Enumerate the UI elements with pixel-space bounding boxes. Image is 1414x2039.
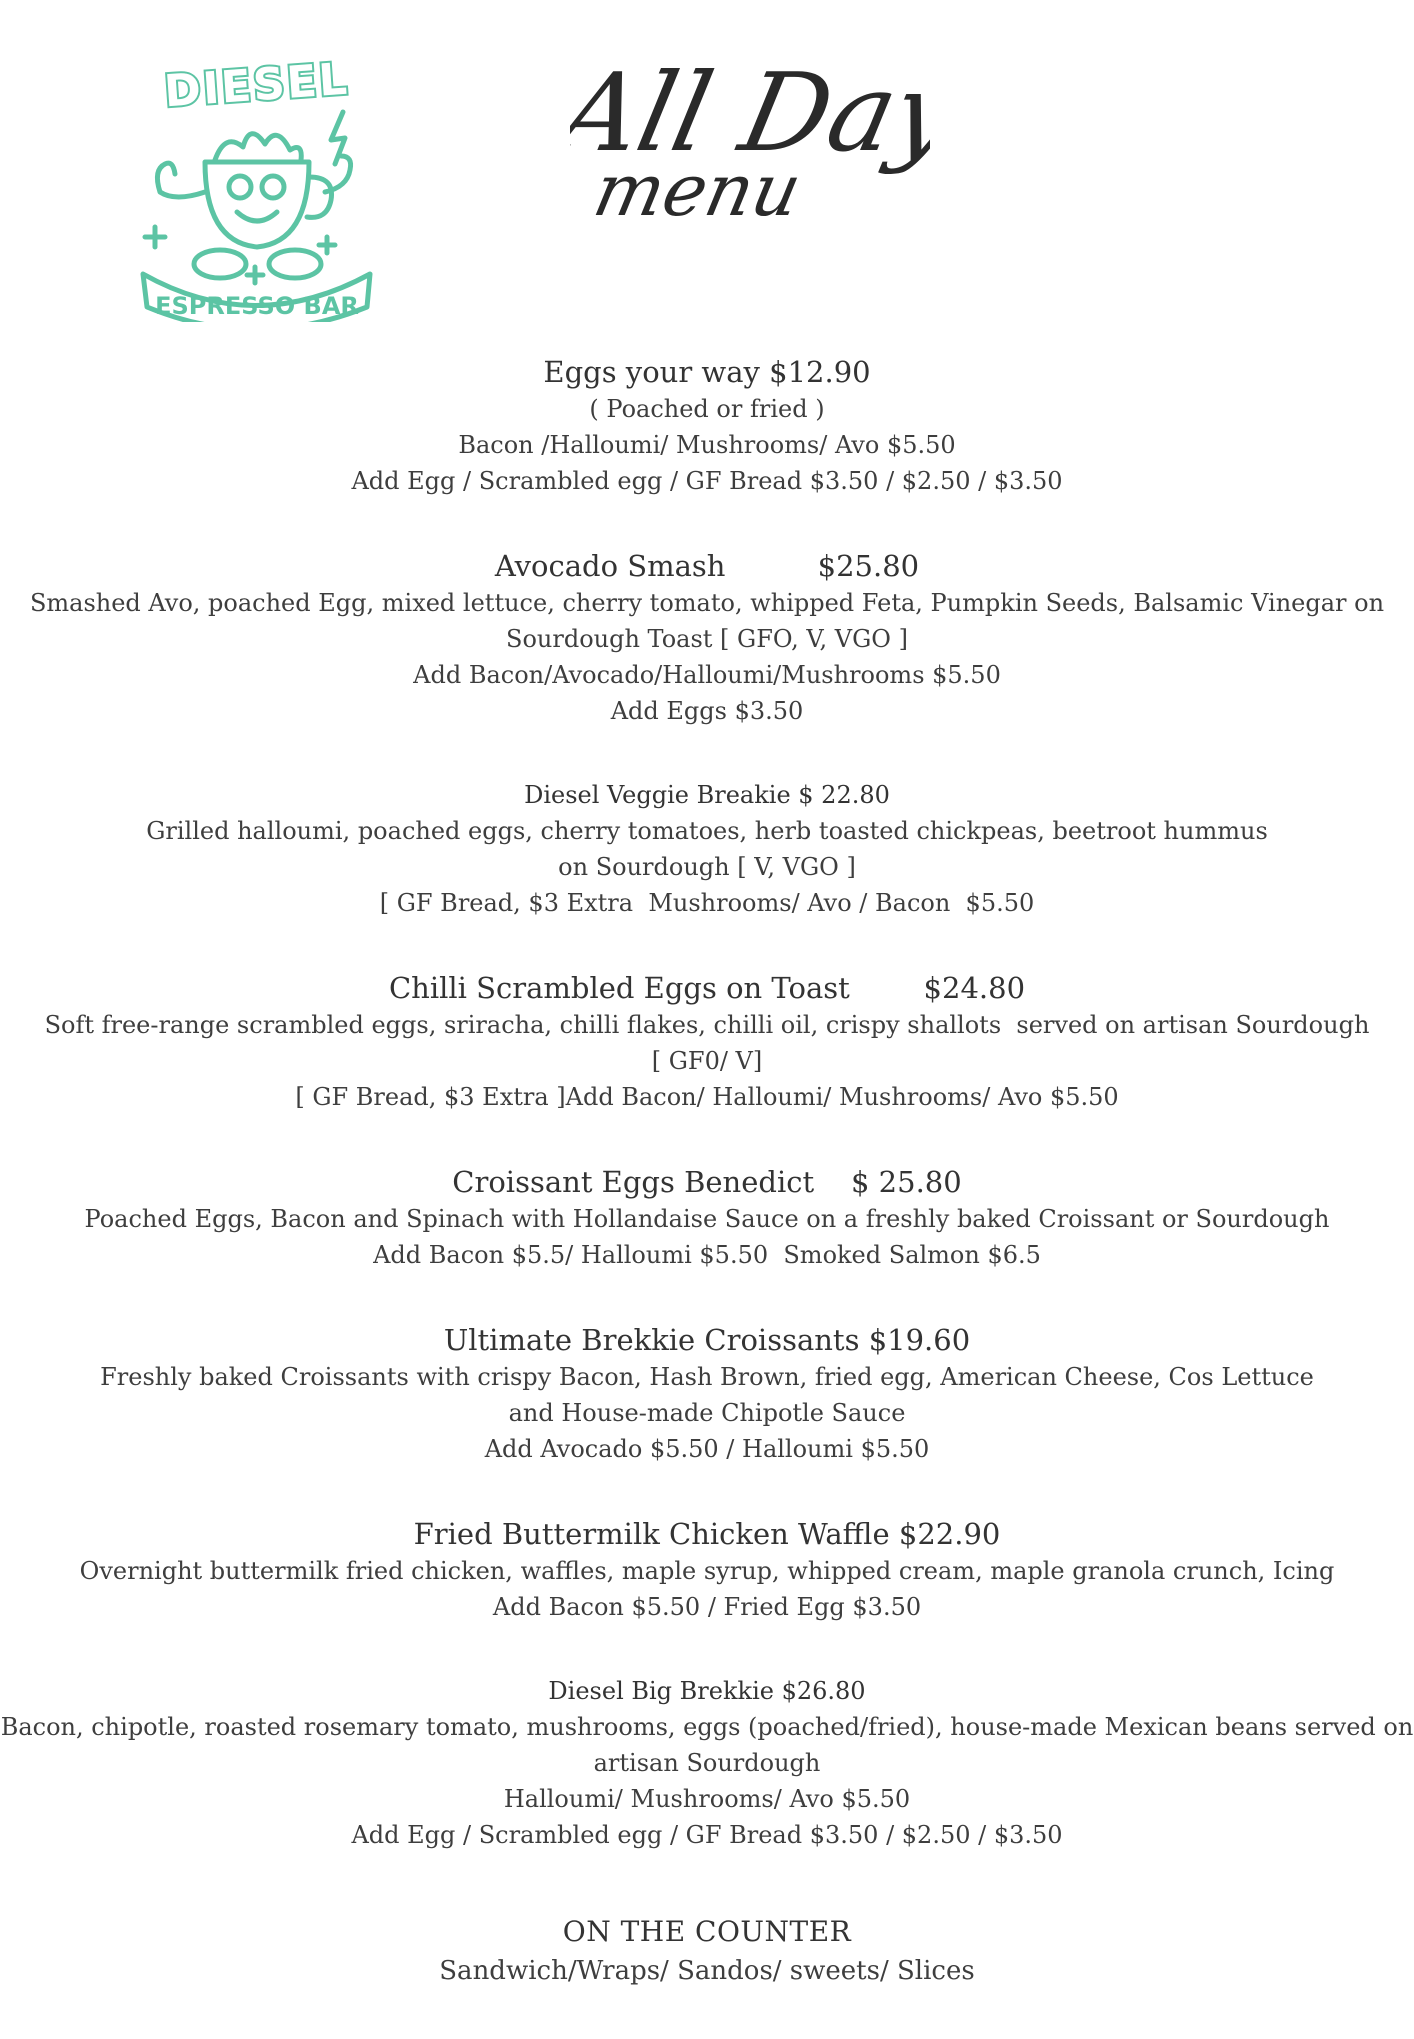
menu-item	[0, 1163, 1414, 1273]
menu-item-line: Add Eggs $3.50	[610, 697, 804, 725]
diesel-espresso-bar-logo	[135, 52, 380, 322]
menu-item-line: Halloumi/ Mushrooms/ Avo $5.50	[503, 1785, 911, 1813]
logo-top-text: DIESEL	[162, 53, 351, 118]
menu-item-line: [ GF Bread, $3 Extra ]Add Bacon/ Halloumi/ Mushrooms/ Avo $5.50	[295, 1083, 1119, 1111]
menu-item-line: Sourdough Toast [ GFO, V, VGO ]	[506, 625, 908, 653]
menu-item-line: artisan Sourdough	[593, 1749, 821, 1777]
menu-item-line: ( Poached or fried )	[589, 395, 825, 423]
menu-item-title: Eggs your way $12.90	[543, 355, 871, 389]
menu-item-title: Croissant Eggs Benedict $ 25.80	[452, 1165, 962, 1199]
menu-item-line: Add Egg / Scrambled egg / GF Bread $3.50 / $2.50 / $3.50	[351, 467, 1063, 495]
menu-item-line: Freshly baked Croissants with crispy Bacon, Hash Brown, fried egg, American Cheese, Cos Lettuce	[100, 1363, 1314, 1391]
menu-list	[0, 353, 1414, 2039]
logo-bottom-text: ESPRESSO BAR	[155, 292, 359, 320]
menu-item-line: and House-made Chipotle Sauce	[508, 1399, 906, 1427]
menu-item-line: Overnight buttermilk fried chicken, waffles, maple syrup, whipped cream, maple granola crunch, Icing	[79, 1557, 1335, 1585]
menu-item-title: Avocado Smash $25.80	[494, 549, 920, 583]
menu-item-line: Add Bacon $5.50 / Fried Egg $3.50	[492, 1593, 922, 1621]
menu-item-line: Add Bacon/Avocado/Halloumi/Mushrooms $5.50	[413, 661, 1001, 689]
menu-item	[0, 353, 1414, 499]
menu-item	[0, 969, 1414, 1115]
menu-item	[0, 1673, 1414, 1853]
menu-item-line: [ GF0/ V]	[651, 1047, 763, 1075]
menu-item-title: Diesel Big Brekkie $26.80	[548, 1677, 866, 1705]
menu-item-line: Grilled halloumi, poached eggs, cherry tomatoes, herb toasted chickpeas, beetroot hummus	[146, 817, 1268, 845]
menu-item-line: Soft free-range scrambled eggs, sriracha, chilli flakes, chilli oil, crispy shallots served on artisan Sourdough	[44, 1011, 1370, 1039]
menu-item-line: Smashed Avo, poached Egg, mixed lettuce, cherry tomato, whipped Feta, Pumpkin Seeds, Balsamic Vinegar on	[29, 589, 1385, 617]
script-title-line2: menu	[586, 148, 809, 233]
menu-item-title: Diesel Veggie Breakie $ 22.80	[524, 781, 890, 809]
menu-item-line: [ GF Bread, $3 Extra Mushrooms/ Avo / Bacon $5.50	[379, 889, 1035, 917]
menu-item-line: Add Bacon $5.5/ Halloumi $5.50 Smoked Salmon $6.5	[373, 1241, 1041, 1269]
menu-item-line: Bacon /Halloumi/ Mushrooms/ Avo $5.50	[458, 431, 956, 459]
menu-item	[0, 777, 1414, 921]
menu-item-title: Fried Buttermilk Chicken Waffle $22.90	[413, 1517, 1001, 1551]
on-the-counter-section	[0, 1913, 1414, 1991]
counter-line: Sandwich/Wraps/ Sandos/ sweets/ Slices	[439, 1956, 975, 1986]
menu-item-line: Bacon, chipotle, roasted rosemary tomato, mushrooms, eggs (poached/fried), house-made Mexican beans served on	[0, 1713, 1414, 1741]
all-day-menu-title	[570, 30, 930, 240]
menu-item	[0, 1321, 1414, 1467]
menu-item-title: Ultimate Brekkie Croissants $19.60	[443, 1323, 971, 1357]
menu-item-line: on Sourdough [ V, VGO ]	[558, 853, 856, 881]
menu-item	[0, 1515, 1414, 1625]
script-title-line1: All Day	[570, 50, 930, 176]
menu-item-title: Chilli Scrambled Eggs on Toast $24.80	[388, 971, 1026, 1005]
menu-item	[0, 547, 1414, 729]
counter-title: ON THE COUNTER	[562, 1915, 852, 1948]
menu-item-line: Add Avocado $5.50 / Halloumi $5.50	[484, 1435, 930, 1463]
menu-item-line: Poached Eggs, Bacon and Spinach with Hollandaise Sauce on a freshly baked Croissant or Sourdough	[84, 1205, 1330, 1233]
menu-item-line: Add Egg / Scrambled egg / GF Bread $3.50 / $2.50 / $3.50	[351, 1821, 1063, 1849]
